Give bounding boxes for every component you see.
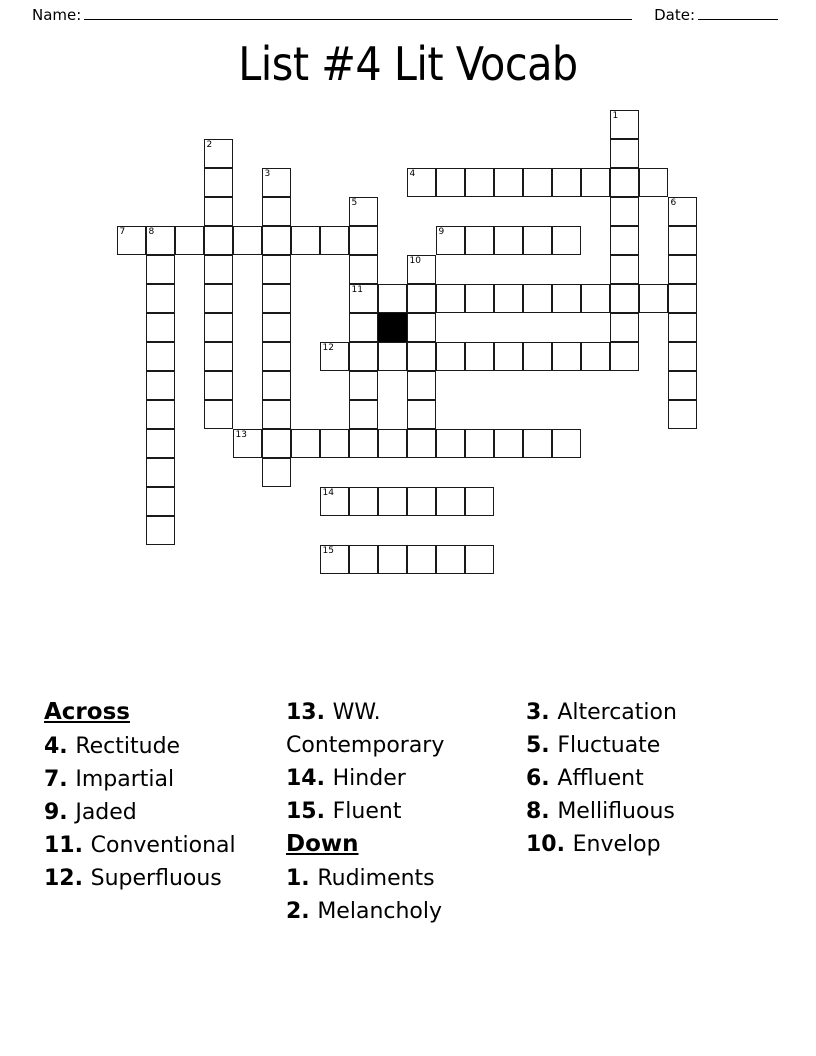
grid-cell[interactable] xyxy=(668,313,697,342)
clue-text: Melancholy xyxy=(317,899,443,924)
clue-text: Envelop xyxy=(572,832,661,857)
clue-text: Fluent xyxy=(332,799,402,824)
grid-cell[interactable] xyxy=(465,545,494,574)
grid-cell[interactable] xyxy=(378,487,407,516)
grid-cell[interactable] xyxy=(262,400,291,429)
cell-number-3: 3 xyxy=(264,169,271,179)
grid-cell[interactable] xyxy=(349,255,378,284)
grid-cell[interactable] xyxy=(262,371,291,400)
clue-text: Rectitude xyxy=(75,734,181,759)
clue-number: 7. xyxy=(44,767,76,792)
grid-cell[interactable] xyxy=(146,313,175,342)
grid-cell[interactable] xyxy=(436,168,465,197)
grid-cell[interactable] xyxy=(146,516,175,545)
grid-cell[interactable] xyxy=(552,168,581,197)
grid-cell[interactable] xyxy=(436,342,465,371)
grid-cell[interactable] xyxy=(668,255,697,284)
grid-cell[interactable] xyxy=(523,226,552,255)
cell-number-14: 14 xyxy=(322,488,334,498)
clue-item xyxy=(526,729,776,762)
grid-cell[interactable] xyxy=(407,313,436,342)
grid-cell[interactable] xyxy=(320,342,349,371)
clue-item xyxy=(526,828,776,861)
grid-cell[interactable] xyxy=(610,168,639,197)
grid-cell[interactable] xyxy=(610,284,639,313)
grid-cell[interactable] xyxy=(436,226,465,255)
grid-cell[interactable] xyxy=(610,226,639,255)
clue-number: 12. xyxy=(44,866,91,891)
grid-cell[interactable] xyxy=(204,139,233,168)
grid-cell[interactable] xyxy=(610,255,639,284)
clue-item xyxy=(526,762,776,795)
grid-cell[interactable] xyxy=(349,487,378,516)
clue-list xyxy=(0,696,816,928)
clue-text: Affluent xyxy=(557,766,644,791)
clue-item xyxy=(44,730,286,763)
grid-cell[interactable] xyxy=(436,284,465,313)
grid-cell[interactable] xyxy=(146,487,175,516)
grid-cell[interactable] xyxy=(639,168,668,197)
clue-text: WW. Contemporary xyxy=(286,700,445,758)
grid-cell[interactable] xyxy=(262,313,291,342)
grid-cell[interactable] xyxy=(407,284,436,313)
grid-cell[interactable] xyxy=(523,429,552,458)
grid-cell[interactable] xyxy=(436,429,465,458)
grid-cell[interactable] xyxy=(523,168,552,197)
clue-number: 3. xyxy=(526,700,558,725)
grid-cell[interactable] xyxy=(204,400,233,429)
grid-cell[interactable] xyxy=(465,226,494,255)
clue-heading-down: Down xyxy=(286,831,359,857)
clue-text: Mellifluous xyxy=(557,799,675,824)
grid-cell[interactable] xyxy=(407,255,436,284)
clue-heading-across: Across xyxy=(44,699,130,725)
cell-number-10: 10 xyxy=(409,256,421,266)
grid-cell[interactable] xyxy=(465,429,494,458)
clue-text: Hinder xyxy=(332,766,406,791)
grid-cell[interactable] xyxy=(668,226,697,255)
grid-cell[interactable] xyxy=(378,284,407,313)
grid-cell[interactable] xyxy=(291,226,320,255)
grid-cell[interactable] xyxy=(552,342,581,371)
grid-cell[interactable] xyxy=(320,487,349,516)
cell-number-15: 15 xyxy=(322,546,334,556)
grid-cell[interactable] xyxy=(146,284,175,313)
clue-text: Impartial xyxy=(75,767,175,792)
clue-number: 2. xyxy=(286,899,318,924)
grid-cell[interactable] xyxy=(610,313,639,342)
grid-cell[interactable] xyxy=(552,284,581,313)
clue-text: Conventional xyxy=(90,833,236,858)
grid-cell[interactable] xyxy=(204,371,233,400)
grid-cell[interactable] xyxy=(262,168,291,197)
grid-cell[interactable] xyxy=(552,429,581,458)
clue-column-3 xyxy=(526,696,776,861)
grid-cell[interactable] xyxy=(407,429,436,458)
cell-number-13: 13 xyxy=(235,430,247,440)
grid-block-cell xyxy=(378,313,407,342)
clue-item xyxy=(526,696,776,729)
cell-number-6: 6 xyxy=(670,198,677,208)
grid-cell[interactable] xyxy=(146,255,175,284)
grid-cell[interactable] xyxy=(146,226,175,255)
grid-cell[interactable] xyxy=(581,284,610,313)
clue-number: 8. xyxy=(526,799,558,824)
cell-number-4: 4 xyxy=(409,169,416,179)
grid-cell[interactable] xyxy=(581,342,610,371)
clue-item xyxy=(286,696,526,762)
grid-cell[interactable] xyxy=(494,342,523,371)
grid-cell[interactable] xyxy=(262,197,291,226)
grid-cell[interactable] xyxy=(407,400,436,429)
clue-text: Fluctuate xyxy=(557,733,661,758)
grid-cell[interactable] xyxy=(552,226,581,255)
grid-cell[interactable] xyxy=(581,168,610,197)
grid-cell[interactable] xyxy=(494,168,523,197)
grid-cell[interactable] xyxy=(204,168,233,197)
cell-number-12: 12 xyxy=(322,343,334,353)
grid-cell[interactable] xyxy=(668,342,697,371)
clue-number: 10. xyxy=(526,832,573,857)
clue-number: 6. xyxy=(526,766,558,791)
grid-cell[interactable] xyxy=(668,284,697,313)
grid-cell[interactable] xyxy=(146,371,175,400)
grid-cell[interactable] xyxy=(291,429,320,458)
grid-cell[interactable] xyxy=(146,429,175,458)
clue-number: 1. xyxy=(286,866,318,891)
grid-cell[interactable] xyxy=(407,545,436,574)
grid-cell[interactable] xyxy=(436,487,465,516)
name-label: Name: xyxy=(32,6,82,24)
clue-text: Jaded xyxy=(75,800,137,825)
cell-number-9: 9 xyxy=(438,227,445,237)
clue-item xyxy=(44,862,286,895)
grid-cell[interactable] xyxy=(407,342,436,371)
clue-item xyxy=(286,895,526,928)
grid-cell[interactable] xyxy=(320,545,349,574)
grid-cell[interactable] xyxy=(233,429,262,458)
grid-cell[interactable] xyxy=(523,284,552,313)
grid-cell[interactable] xyxy=(668,400,697,429)
cell-number-8: 8 xyxy=(148,227,155,237)
grid-cell[interactable] xyxy=(639,284,668,313)
cell-number-11: 11 xyxy=(351,285,363,295)
grid-cell[interactable] xyxy=(494,429,523,458)
grid-cell[interactable] xyxy=(320,429,349,458)
grid-cell[interactable] xyxy=(320,226,349,255)
clue-item xyxy=(44,829,286,862)
grid-cell[interactable] xyxy=(117,226,146,255)
date-label: Date: xyxy=(654,6,695,24)
grid-cell[interactable] xyxy=(610,342,639,371)
grid-cell[interactable] xyxy=(204,197,233,226)
grid-cell[interactable] xyxy=(175,226,204,255)
cell-number-1: 1 xyxy=(612,111,619,121)
grid-cell[interactable] xyxy=(407,371,436,400)
clue-item xyxy=(526,795,776,828)
grid-cell[interactable] xyxy=(233,226,262,255)
grid-cell[interactable] xyxy=(204,255,233,284)
grid-cell[interactable] xyxy=(146,342,175,371)
grid-cell[interactable] xyxy=(349,313,378,342)
clue-item xyxy=(286,862,526,895)
grid-cell[interactable] xyxy=(349,400,378,429)
grid-cell[interactable] xyxy=(349,197,378,226)
grid-cell[interactable] xyxy=(407,487,436,516)
grid-cell[interactable] xyxy=(668,197,697,226)
clue-number: 15. xyxy=(286,799,333,824)
grid-cell[interactable] xyxy=(204,226,233,255)
grid-cell[interactable] xyxy=(407,168,436,197)
grid-cell[interactable] xyxy=(610,110,639,139)
grid-cell[interactable] xyxy=(146,400,175,429)
grid-cell[interactable] xyxy=(262,429,291,458)
grid-cell[interactable] xyxy=(204,313,233,342)
grid-cell[interactable] xyxy=(262,284,291,313)
grid-cell[interactable] xyxy=(610,197,639,226)
grid-cell[interactable] xyxy=(436,545,465,574)
grid-cell[interactable] xyxy=(146,458,175,487)
grid-cell[interactable] xyxy=(349,342,378,371)
grid-cell[interactable] xyxy=(465,284,494,313)
grid-cell[interactable] xyxy=(349,226,378,255)
grid-cell[interactable] xyxy=(465,168,494,197)
clue-text: Altercation xyxy=(557,700,677,725)
cell-number-7: 7 xyxy=(119,227,126,237)
grid-cell[interactable] xyxy=(349,284,378,313)
clue-column-1 xyxy=(44,696,286,895)
grid-cell[interactable] xyxy=(204,342,233,371)
clue-item xyxy=(44,763,286,796)
grid-cell[interactable] xyxy=(204,284,233,313)
clue-number: 4. xyxy=(44,734,76,759)
cell-number-5: 5 xyxy=(351,198,358,208)
grid-cell[interactable] xyxy=(494,226,523,255)
grid-cell[interactable] xyxy=(262,226,291,255)
clue-number: 13. xyxy=(286,700,333,725)
grid-cell[interactable] xyxy=(262,255,291,284)
clue-text: Rudiments xyxy=(317,866,435,891)
grid-cell[interactable] xyxy=(349,429,378,458)
clue-item xyxy=(286,795,526,828)
cell-number-2: 2 xyxy=(206,140,213,150)
clue-number: 14. xyxy=(286,766,333,791)
grid-cell[interactable] xyxy=(494,284,523,313)
clue-text: Superfluous xyxy=(90,866,222,891)
grid-cell[interactable] xyxy=(349,545,378,574)
grid-cell[interactable] xyxy=(262,458,291,487)
grid-cell[interactable] xyxy=(523,342,552,371)
grid-cell[interactable] xyxy=(378,342,407,371)
page-title: List #4 Lit Vocab xyxy=(238,37,578,91)
clue-number: 9. xyxy=(44,800,76,825)
grid-cell[interactable] xyxy=(610,139,639,168)
grid-cell[interactable] xyxy=(349,371,378,400)
clue-number: 5. xyxy=(526,733,558,758)
grid-cell[interactable] xyxy=(668,371,697,400)
grid-cell[interactable] xyxy=(465,487,494,516)
clue-item xyxy=(286,762,526,795)
clue-item xyxy=(44,796,286,829)
grid-cell[interactable] xyxy=(378,545,407,574)
grid-cell[interactable] xyxy=(378,429,407,458)
clue-number: 11. xyxy=(44,833,91,858)
grid-cell[interactable] xyxy=(465,342,494,371)
grid-cell[interactable] xyxy=(262,342,291,371)
clue-column-2 xyxy=(286,696,526,928)
